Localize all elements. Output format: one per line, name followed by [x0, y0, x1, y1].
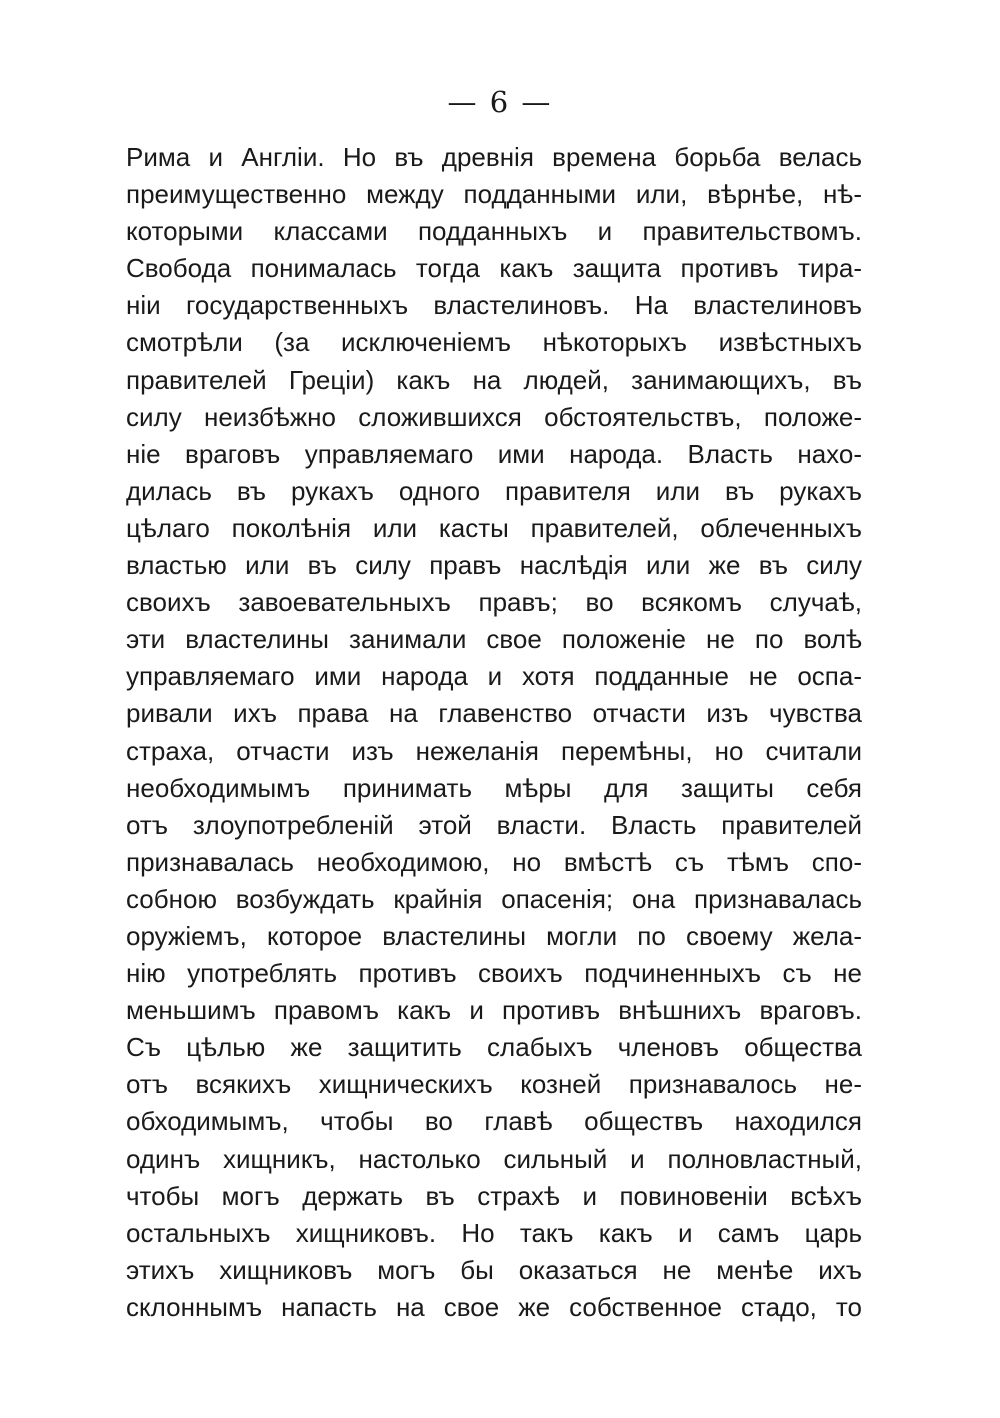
body-text [126, 139, 862, 1326]
text-line: Рима и Англіи. Но въ древнія времена борьба велась [126, 142, 862, 172]
text-line: отъ злоупотребленій этой власти. Власть правителей [126, 809, 862, 840]
text-line: ніе враговъ управляемаго ими народа. Власть нахо- [126, 438, 862, 469]
text-line: цѣлаго поколѣнія или касты правителей, облеченныхъ [126, 512, 862, 543]
text-line: силу неизбѣжно сложившихся обстоятельствъ, положе- [126, 401, 862, 432]
text-line: отъ всякихъ хищническихъ козней признавалось не- [126, 1069, 862, 1100]
text-line: ривали ихъ права на главенство отчасти изъ чувства [126, 698, 862, 729]
text-line: дилась въ рукахъ одного правителя или въ рукахъ [126, 475, 862, 506]
text-line: которыми классами подданныхъ и правительствомъ. [126, 216, 862, 247]
page-number: — 6 — [447, 85, 553, 119]
text-line: склоннымъ напасть на свое же собственное стадо, то [126, 1291, 862, 1322]
text-line: Съ цѣлью же защитить слабыхъ членовъ общества [126, 1032, 862, 1063]
text-line: правителей Греціи) какъ на людей, занимающихъ, въ [126, 364, 862, 395]
text-line: преимущественно между подданными или, вѣрнѣе, нѣ- [126, 179, 862, 210]
text-line: управляемаго ими народа и хотя подданные не оспа- [126, 661, 862, 692]
text-line: властью или въ силу правъ наслѣдія или же въ силу [126, 550, 862, 581]
text-line: признавалась необходимою, но вмѣстѣ съ тѣмъ спо- [126, 846, 862, 877]
text-line: нію употреблять противъ своихъ подчиненныхъ съ не [126, 958, 862, 989]
text-line: остальныхъ хищниковъ. Но такъ какъ и самъ царь [126, 1217, 862, 1248]
text-line: страха, отчасти изъ нежеланія перемѣны, но считали [126, 735, 862, 766]
text-line: смотрѣли (за исключеніемъ нѣкоторыхъ извѣстныхъ [126, 327, 862, 358]
text-line: ніи государственныхъ властелиновъ. На властелиновъ [126, 290, 862, 321]
text-line: оружіемъ, которое властелины могли по своему жела- [126, 920, 862, 951]
text-line: этихъ хищниковъ могъ бы оказаться не менѣе ихъ [126, 1254, 862, 1285]
text-line: своихъ завоевательныхъ правъ; во всякомъ случаѣ, [126, 587, 862, 618]
text-line: чтобы могъ держать въ страхѣ и повиновеніи всѣхъ [126, 1180, 862, 1211]
text-line: собною возбуждать крайнія опасенія; она признавалась [126, 883, 862, 914]
text-line: меньшимъ правомъ какъ и противъ внѣшнихъ враговъ. [126, 995, 862, 1026]
text-line: эти властелины занимали свое положеніе не по волѣ [126, 624, 862, 655]
text-line: одинъ хищникъ, настолько сильный и полновластный, [126, 1143, 862, 1174]
text-line: обходимымъ, чтобы во главѣ обществъ находился [126, 1106, 862, 1137]
text-line: Свобода понималась тогда какъ защита противъ тира- [126, 253, 862, 284]
text-line: необходимымъ принимать мѣры для защиты себя [126, 772, 862, 803]
